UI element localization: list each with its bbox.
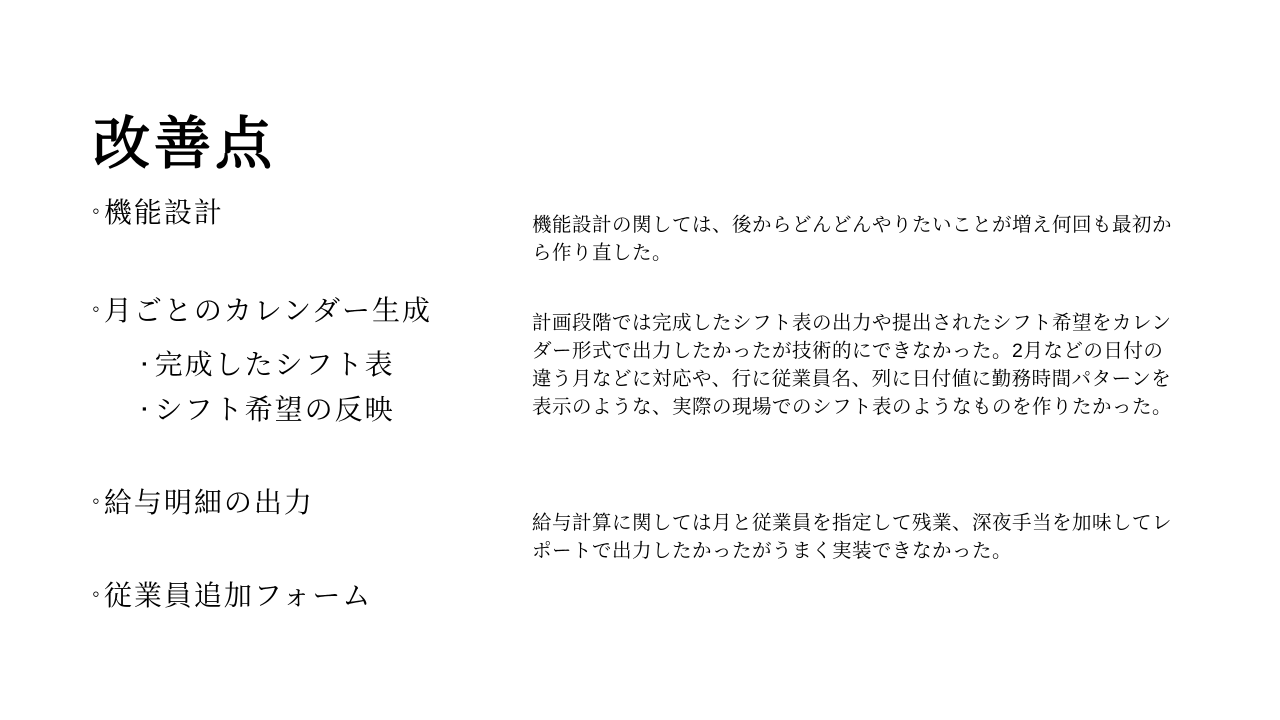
bullet-item-label: 機能設計 bbox=[103, 197, 224, 228]
bullet-item-label: 月ごとのカレンダー生成 bbox=[103, 295, 432, 326]
slide-title: 改善点 bbox=[93, 112, 276, 177]
bullet-item-monthly-calendar bbox=[92, 289, 432, 329]
bullet-item-label: シフト希望の反映 bbox=[154, 394, 395, 425]
bullet-item-completed-shift-table bbox=[142, 343, 395, 383]
circle-bullet-icon: ◦ bbox=[92, 581, 102, 606]
square-bullet-icon: ▪ bbox=[142, 355, 149, 371]
bullet-item-payslip-output bbox=[92, 481, 314, 521]
bullet-item-shift-request-reflection bbox=[142, 388, 395, 428]
circle-bullet-icon: ◦ bbox=[92, 198, 102, 223]
bullet-item-employee-add-form bbox=[92, 574, 372, 614]
circle-bullet-icon: ◦ bbox=[92, 488, 102, 513]
bullet-item-label: 完成したシフト表 bbox=[154, 349, 395, 380]
note-feature-design: 機能設計の関しては、後からどんどんやりたいことが増え何回も最初から作り直した。 bbox=[532, 213, 1173, 264]
bullet-item-label: 従業員追加フォーム bbox=[103, 580, 373, 611]
circle-bullet-icon: ◦ bbox=[92, 296, 102, 321]
note-payroll-calculation: 給与計算に関しては月と従業員を指定して残業、深夜手当を加味してレポートで出力したかったがうまく実装できなかった。 bbox=[532, 511, 1173, 562]
note-calendar-generation: 計画段階では完成したシフト表の出力や提出されたシフト希望をカレンダー形式で出力したかったが技術的にできなかった。2月などの日付の違う月などに対応や、行に従業員名、列に日付値に勤務時間パターンを表示のような、実際の現場でのシフト表のようなものを作りたかった。 bbox=[532, 311, 1173, 418]
bullet-item-label: 給与明細の出力 bbox=[103, 487, 314, 518]
bullet-item-feature-design bbox=[92, 191, 224, 231]
square-bullet-icon: ▪ bbox=[142, 400, 149, 416]
